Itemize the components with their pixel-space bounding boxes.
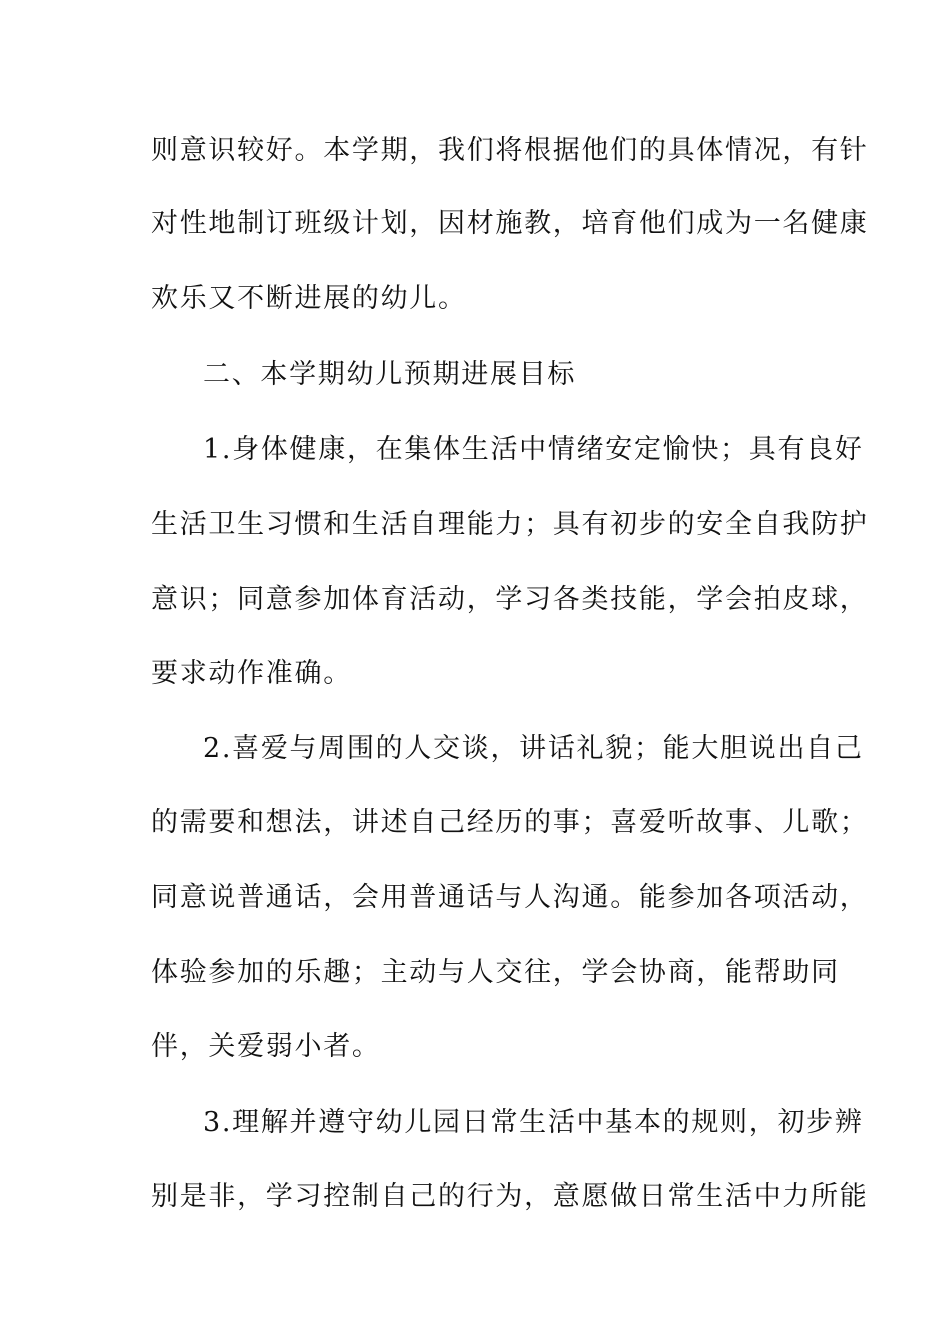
paragraph-line-continuation: 则意识较好。本学期，我们将根据他们的具体情况，有针 — [151, 135, 869, 166]
goal-1-line: 意识；同意参加体育活动，学习各类技能，学会拍皮球， — [151, 584, 869, 615]
goal-2-line: 同意说普通话，会用普通话与人沟通。能参加各项活动， — [151, 882, 869, 913]
goal-2-line: 伴，关爱弱小者。 — [151, 1031, 381, 1062]
goal-3-line-first: 3.理解并遵守幼儿园日常生活中基本的规则，初步辨 — [203, 1107, 864, 1138]
goal-2-line: 的需要和想法，讲述自己经历的事；喜爱听故事、儿歌； — [151, 807, 869, 838]
goal-1-line-first: 1.身体健康，在集体生活中情绪安定愉快；具有良好 — [203, 434, 864, 465]
goal-2-line: 体验参加的乐趣；主动与人交往，学会协商，能帮助同 — [151, 957, 840, 988]
goal-2-line-first: 2.喜爱与周围的人交谈，讲话礼貌；能大胆说出自己 — [203, 733, 864, 764]
section-heading: 二、本学期幼儿预期进展目标 — [203, 359, 577, 390]
paragraph-line-continuation: 对性地制订班级计划，因材施教，培育他们成为一名健康 — [151, 208, 869, 239]
goal-3-line: 别是非，学习控制自己的行为，意愿做日常生活中力所能 — [151, 1181, 869, 1212]
goal-1-line: 生活卫生习惯和生活自理能力；具有初步的安全自我防护 — [151, 509, 869, 540]
paragraph-line-continuation: 欢乐又不断进展的幼儿。 — [151, 283, 467, 314]
goal-1-line: 要求动作准确。 — [151, 658, 352, 689]
